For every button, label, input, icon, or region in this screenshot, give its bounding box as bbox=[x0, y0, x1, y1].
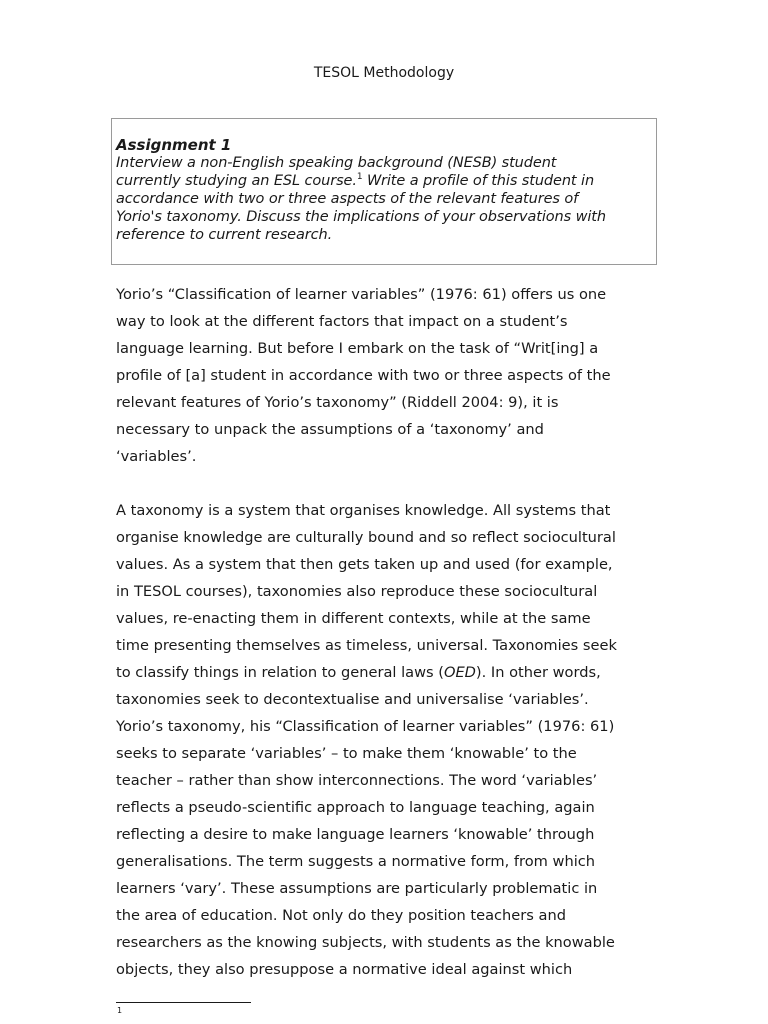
paragraph bbox=[116, 497, 648, 983]
text-line: relevant features of Yorio’s taxonomy” (Riddell 2004: 9), it is bbox=[116, 394, 559, 411]
text-line: seeks to separate ‘variables’ – to make them ‘knowable’ to the bbox=[116, 745, 577, 762]
oed-citation: OED bbox=[443, 664, 476, 681]
text-line: reflects a pseudo-scientific approach to language teaching, again bbox=[116, 799, 595, 816]
text-line: values, re-enacting them in different contexts, while at the same bbox=[116, 610, 591, 627]
text-line: ‘variables’. bbox=[116, 448, 197, 465]
page-title: TESOL Methodology bbox=[313, 65, 455, 81]
text-line: language learning. But before I embark on the task of “Writ[ing] a bbox=[116, 340, 599, 357]
assignment-line: Interview a non-English speaking background (NESB) student bbox=[116, 155, 557, 171]
assignment-line: Yorio's taxonomy. Discuss the implications of your observations with bbox=[116, 209, 606, 225]
text-line: generalisations. The term suggests a normative form, from which bbox=[116, 853, 596, 870]
assignment-line: reference to current research. bbox=[116, 227, 333, 243]
footnote-marker: 1 bbox=[117, 1006, 123, 1015]
text-line: time presenting themselves as timeless, universal. Taxonomies seek bbox=[116, 637, 617, 654]
assignment-line: accordance with two or three aspects of the relevant features of bbox=[116, 191, 579, 207]
essay-body bbox=[116, 281, 648, 983]
text-line: way to look at the different factors that impact on a student’s bbox=[116, 313, 568, 330]
text-line: reflecting a desire to make language learners ‘knowable’ through bbox=[116, 826, 595, 843]
assignment-instructions bbox=[116, 154, 652, 244]
text-line: taxonomies seek to decontextualise and universalise ‘variables’. bbox=[116, 691, 589, 708]
assignment-heading: Assignment 1 bbox=[116, 136, 232, 154]
text-line: in TESOL courses), taxonomies also reproduce these sociocultural bbox=[116, 583, 598, 600]
text-line: to classify things in relation to general laws (OED). In other words, bbox=[116, 664, 601, 681]
text-line: profile of [a] student in accordance with two or three aspects of the bbox=[116, 367, 611, 384]
text-line: Yorio’s “Classification of learner variables” (1976: 61) offers us one bbox=[116, 286, 607, 303]
footnote-separator bbox=[116, 1002, 251, 1003]
text-line: researchers as the knowing subjects, with students as the knowable bbox=[116, 934, 615, 951]
text-line: A taxonomy is a system that organises knowledge. All systems that bbox=[116, 502, 611, 519]
text-line: organise knowledge are culturally bound and so reflect sociocultural bbox=[116, 529, 616, 546]
text-line: the area of education. Not only do they position teachers and bbox=[116, 907, 566, 924]
footnote-reference[interactable]: 1 bbox=[356, 172, 363, 182]
text-line: Yorio’s taxonomy, his “Classification of learner variables” (1976: 61) bbox=[116, 718, 615, 735]
paragraph bbox=[116, 281, 648, 470]
text-line: teacher – rather than show interconnections. The word ‘variables’ bbox=[116, 772, 598, 789]
text-line: values. As a system that then gets taken up and used (for example, bbox=[116, 556, 613, 573]
assignment-line: currently studying an ESL course.$^1$ Write a profile of this student in bbox=[116, 172, 595, 189]
text-line: learners ‘vary’. These assumptions are particularly problematic in bbox=[116, 880, 598, 897]
text-line: necessary to unpack the assumptions of a ‘taxonomy’ and bbox=[116, 421, 544, 438]
assignment-box bbox=[111, 118, 657, 265]
text-line: objects, they also presuppose a normative ideal against which bbox=[116, 961, 573, 978]
